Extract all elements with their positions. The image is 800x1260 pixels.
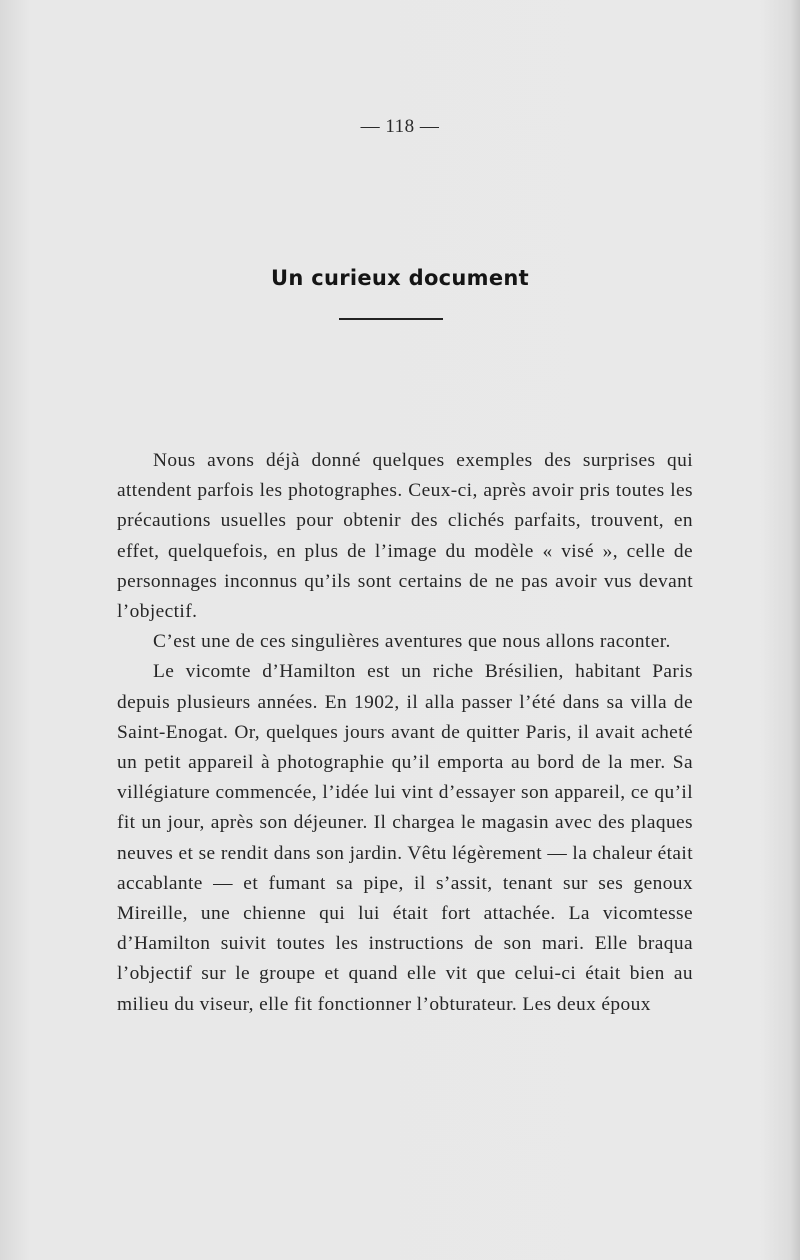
chapter-title: Un curieux document	[271, 266, 529, 290]
paragraph: C’est une de ces singulières aventures que nous allons raconter.	[153, 631, 671, 653]
body-text	[117, 446, 693, 1020]
title-divider	[339, 318, 443, 320]
paragraph: Nous avons déjà donné quelques exemples des surprises qui attendent parfois les photographes. Ceux-ci, après avoir pris toutes les précautions usuelles pour obtenir des clichés parfaits, trouvent, en effet, quelquefois, en plus de l’image du modèle « visé », celle de personnages inconnus qu’ils sont certains de ne pas avoir vus devant l’objectif.	[117, 450, 693, 623]
page-number: — 118 —	[360, 116, 440, 137]
paragraph: Le vicomte d’Hamilton est un riche Brésilien, habitant Paris depuis plusieurs années. En 1902, il alla passer l’été dans sa villa de Saint-Enogat. Or, quelques jours avant de quitter Paris, il avait acheté un petit appareil à photographie qu’il emporta au bord de la mer. Sa villégiature commencée, l’idée lui vint d’essayer son appareil, ce qu’il fit un jour, après son déjeuner. Il chargea le magasin avec des plaques neuves et se rendit dans son jardin. Vêtu légèrement — la chaleur était accablante — et fumant sa pipe, il s’assit, tenant sur ses genoux Mireille, une chienne qui lui était fort attachée. La vicomtesse d’Hamilton suivit toutes les instructions de son mari. Elle braqua l’objectif sur le groupe et quand elle vit que celui-ci était bien au milieu du viseur, elle fit fonctionner l’obturateur. Les deux époux	[117, 661, 693, 1015]
